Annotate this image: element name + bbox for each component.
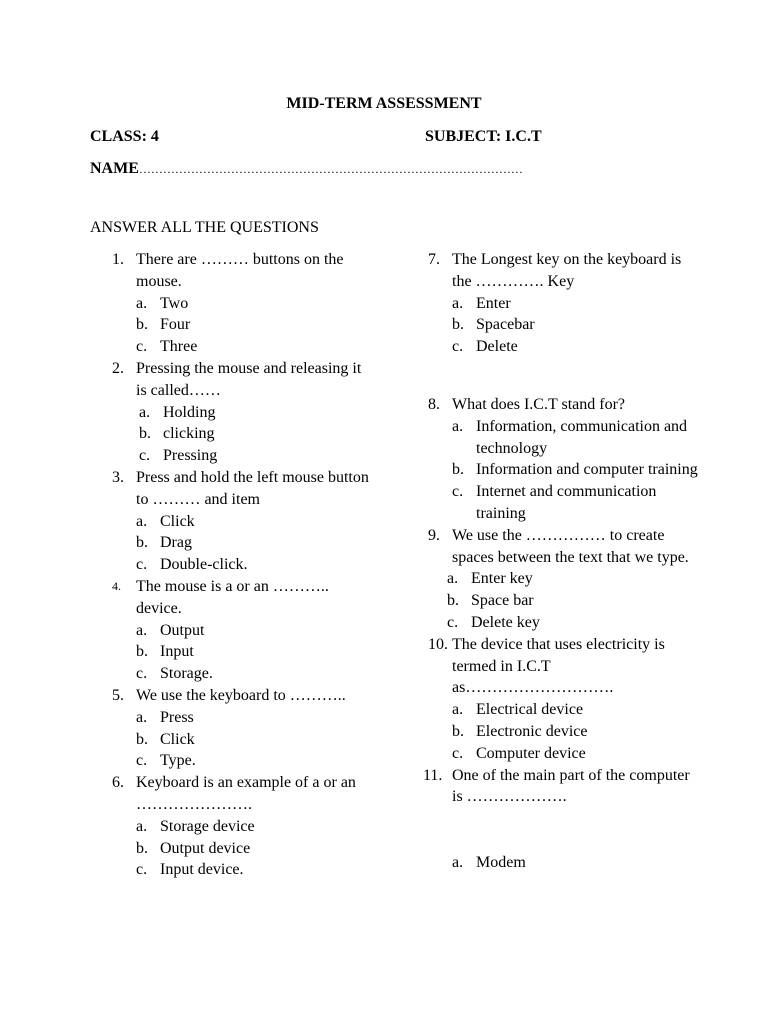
question-2 — [112, 358, 372, 467]
option-letter: b. — [452, 461, 464, 479]
option-text: Four — [160, 316, 191, 334]
option — [136, 859, 372, 881]
question-number: 10. — [428, 635, 448, 653]
page-title: MID-TERM ASSESSMENT — [286, 95, 482, 112]
option-letter: b. — [136, 316, 148, 334]
questions-right — [423, 249, 698, 874]
option-letter: c. — [452, 483, 464, 501]
option-text: Press — [160, 708, 194, 726]
option-letter: c. — [452, 744, 464, 762]
option-letter: c. — [136, 338, 148, 356]
option-text: Output device — [160, 839, 251, 857]
option-letter: a. — [452, 701, 464, 719]
option-letter: b. — [447, 592, 459, 610]
option-letter: b. — [136, 730, 148, 748]
options — [136, 620, 372, 685]
option — [452, 743, 698, 765]
option-letter: b. — [136, 643, 148, 661]
name-dots: …………………………………………………………………………………… — [138, 162, 523, 176]
option-text: Enter — [476, 294, 511, 312]
question-text: We use the …………… to create spaces between the text that we type. — [452, 526, 689, 566]
question-number: 5. — [112, 686, 124, 704]
option-text: Drag — [160, 534, 192, 552]
question-9 — [428, 525, 698, 634]
option-text: Information and computer training — [476, 461, 698, 479]
option-text: Input device. — [160, 861, 244, 879]
option — [136, 750, 372, 772]
question-8 — [428, 394, 698, 525]
option-letter: a. — [136, 621, 148, 639]
option-text: Click — [160, 512, 195, 530]
options — [452, 699, 698, 764]
question-number: 8. — [428, 395, 440, 413]
option — [452, 481, 698, 525]
option — [136, 707, 372, 729]
question-11 — [423, 765, 698, 874]
option-letter: c. — [452, 338, 464, 356]
option — [447, 568, 698, 590]
question-number: 3. — [112, 468, 124, 486]
option-text: Double-click. — [160, 556, 248, 574]
option-letter: a. — [136, 817, 148, 835]
option-text: Type. — [160, 752, 196, 770]
question-number: 2. — [112, 359, 124, 377]
options — [136, 511, 372, 576]
option-letter: b. — [136, 534, 148, 552]
option — [447, 590, 698, 612]
option-letter: a. — [139, 403, 151, 421]
class-label: CLASS: 4 — [90, 128, 159, 145]
option-text: Two — [160, 294, 189, 312]
option-text: Enter key — [471, 570, 533, 588]
option-letter: a. — [452, 417, 464, 435]
question-text: What does I.C.T stand for? — [452, 395, 625, 413]
option-letter: c. — [136, 861, 148, 879]
question-text: The device that uses electricity is termed in I.C.T as………………………. — [452, 635, 665, 697]
question-10 — [428, 634, 698, 765]
option-text: Delete — [476, 338, 518, 356]
question-4 — [112, 576, 372, 685]
option-text: Click — [160, 730, 195, 748]
option — [136, 511, 372, 533]
options — [452, 852, 698, 874]
option-letter: a. — [136, 294, 148, 312]
options — [136, 707, 372, 772]
question-text: Pressing the mouse and releasing it is called…… — [136, 359, 362, 399]
option — [452, 699, 698, 721]
option — [136, 314, 372, 336]
option-text: Three — [160, 338, 198, 356]
option-text: Electronic device — [476, 722, 588, 740]
question-text: Press and hold the left mouse button to ……… and item — [136, 468, 369, 508]
option — [136, 641, 372, 663]
question-text: There are ……… buttons on the mouse. — [136, 251, 344, 290]
option — [136, 663, 372, 685]
options — [136, 816, 372, 881]
option — [452, 416, 698, 460]
spacer — [452, 808, 698, 852]
question-number: 6. — [112, 774, 124, 792]
option-letter: a. — [136, 512, 148, 530]
option — [452, 721, 698, 743]
option-text: Modem — [476, 854, 526, 872]
spacer — [428, 358, 698, 394]
option-letter: a. — [452, 854, 464, 872]
option-text: Input — [160, 643, 194, 661]
option-letter: c. — [139, 447, 151, 465]
option — [136, 336, 372, 358]
option-text: Holding — [163, 403, 216, 421]
option-letter: b. — [452, 722, 464, 740]
option-text: Storage. — [160, 665, 213, 683]
option — [452, 459, 698, 481]
option-letter: c. — [136, 665, 148, 683]
option — [136, 620, 372, 642]
option-letter: b. — [136, 839, 148, 857]
option-text: Storage device — [160, 817, 255, 835]
option-text: Spacebar — [476, 316, 535, 334]
question-7 — [428, 249, 698, 358]
option — [136, 816, 372, 838]
option-letter: a. — [452, 294, 464, 312]
name-field — [90, 158, 523, 181]
option-letter: b. — [139, 425, 151, 443]
option-letter: b. — [452, 316, 464, 334]
option-text: Delete key — [471, 613, 540, 631]
question-text: Keyboard is an example of a or an …………………. — [136, 774, 356, 813]
options — [447, 568, 698, 633]
option — [452, 293, 698, 315]
question-number: 9. — [428, 526, 440, 544]
question-text: The Longest key on the keyboard is the …………. Key — [452, 251, 682, 290]
option-text: Internet and communication training — [476, 483, 657, 522]
options — [452, 416, 698, 525]
option — [447, 612, 698, 634]
options — [136, 293, 372, 358]
option-letter: a. — [447, 570, 459, 588]
option-letter: c. — [447, 613, 459, 631]
option — [139, 423, 372, 445]
option — [136, 729, 372, 751]
question-number: 4. — [112, 578, 121, 593]
subject-label: SUBJECT: I.C.T — [425, 128, 542, 145]
question-text: We use the keyboard to ……….. — [136, 686, 346, 704]
question-number: 7. — [428, 251, 440, 268]
option-text: Information, communication and technology — [476, 417, 688, 457]
question-text: One of the main part of the computer is ………………. — [452, 766, 690, 806]
instruction: ANSWER ALL THE QUESTIONS — [90, 219, 319, 236]
option — [136, 554, 372, 576]
option-text: Computer device — [476, 744, 586, 762]
option — [452, 314, 698, 336]
name-label: NAME — [90, 160, 139, 177]
question-6 — [112, 772, 372, 881]
option — [139, 445, 372, 467]
question-3 — [112, 467, 372, 576]
questions-left — [112, 249, 372, 881]
options — [452, 293, 698, 358]
option-text: Output — [160, 621, 205, 639]
option — [452, 336, 698, 358]
option — [139, 402, 372, 424]
option-text: clicking — [163, 425, 215, 443]
option-letter: c. — [136, 556, 148, 574]
question-text: The mouse is a or an ……….. device. — [136, 577, 329, 617]
option-text: Pressing — [163, 447, 218, 465]
option — [136, 532, 372, 554]
question-number: 11. — [423, 766, 443, 784]
options — [139, 402, 372, 467]
option-letter: a. — [136, 708, 148, 726]
option — [136, 838, 372, 860]
option — [136, 293, 372, 315]
option-text: Electrical device — [476, 701, 584, 719]
question-5 — [112, 685, 372, 772]
option — [452, 852, 698, 874]
question-number: 1. — [112, 251, 124, 268]
option-text: Space bar — [471, 592, 534, 610]
question-1 — [112, 249, 372, 358]
option-letter: c. — [136, 752, 148, 770]
